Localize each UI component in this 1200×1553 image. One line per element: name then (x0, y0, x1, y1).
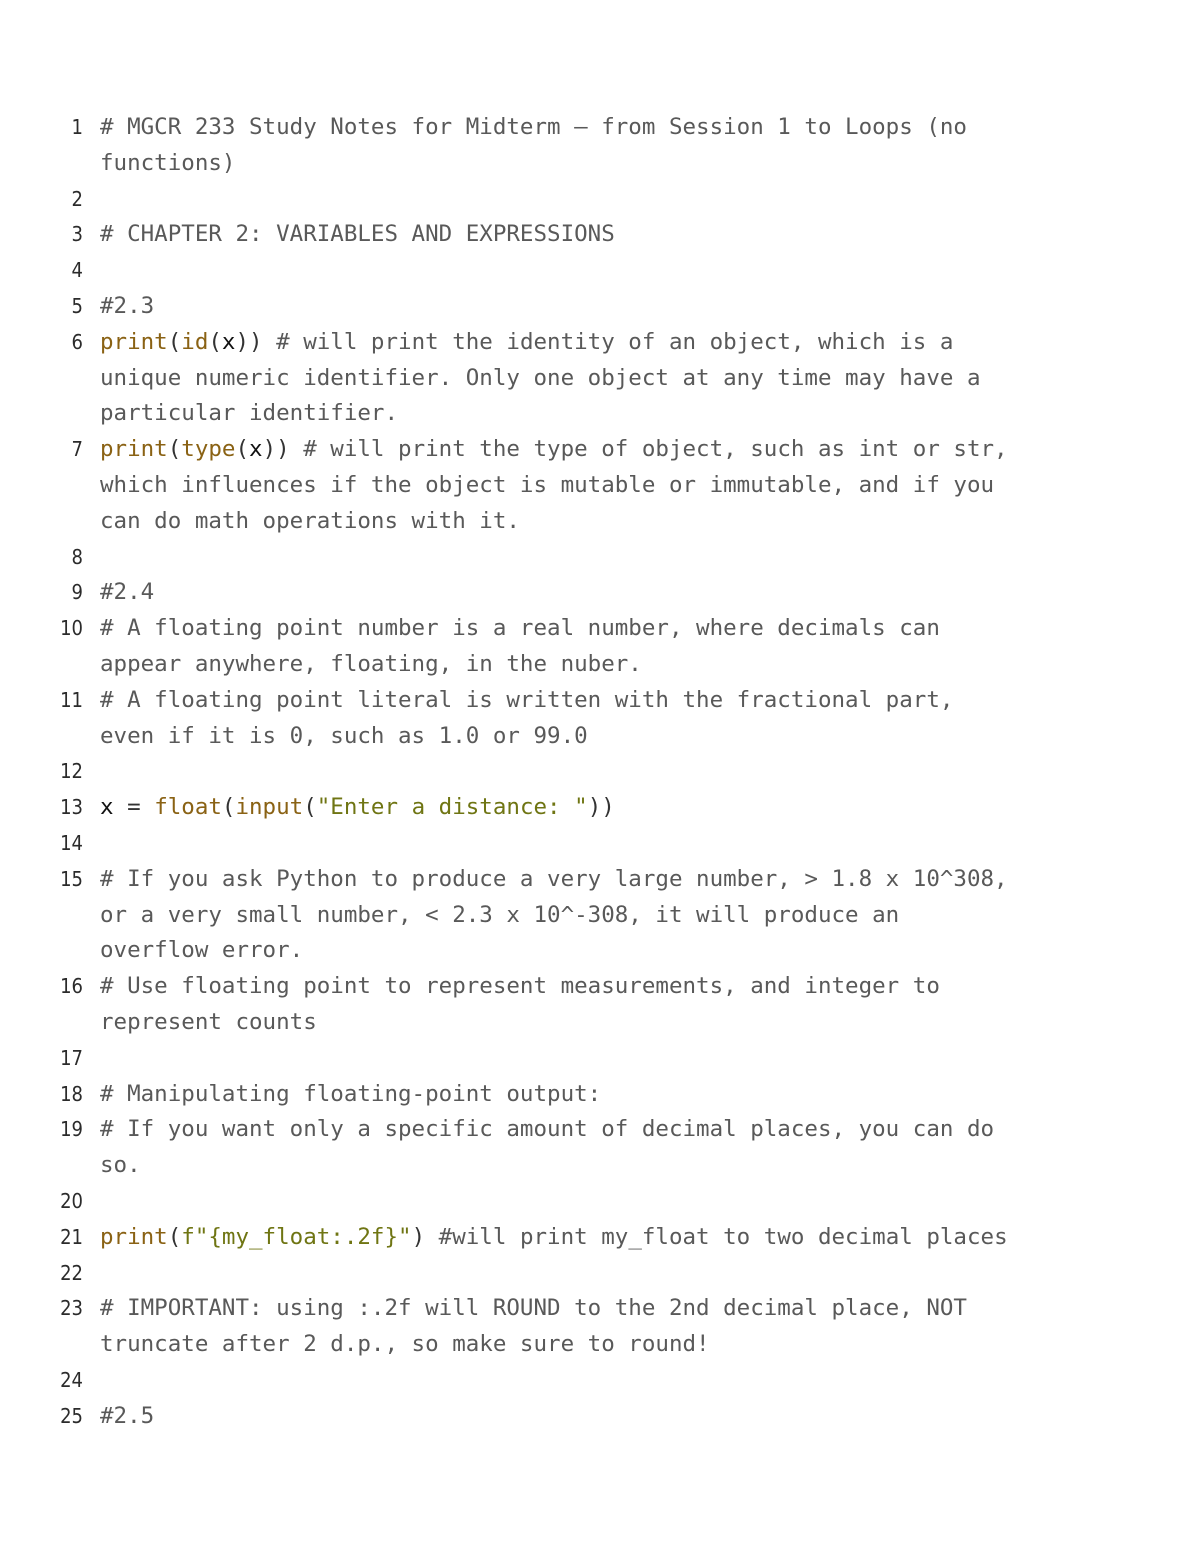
comment-text: #will print my_float to two decimal places (438, 1223, 1008, 1250)
code-line (0, 575, 1200, 611)
builtin-function: print (100, 328, 168, 355)
code-token: ( (167, 436, 182, 463)
comment-text: # A floating point number is a real number, where decimals can appear anywhere, floating, in the nuber. (100, 615, 940, 677)
code-line (0, 110, 1200, 182)
line-number: 15 (60, 866, 83, 891)
code-token: x (249, 436, 263, 463)
code-line (0, 540, 1200, 576)
line-text (100, 969, 1060, 1041)
line-number: 9 (71, 580, 83, 605)
line-number: 3 (71, 222, 83, 247)
code-token: ( (167, 328, 182, 355)
line-number: 1 (71, 115, 83, 139)
line-text (100, 182, 1060, 218)
code-line (0, 325, 1200, 432)
code-token: ( (221, 794, 236, 821)
builtin-function: input (235, 794, 304, 821)
line-text (100, 1399, 1060, 1435)
code-line (0, 826, 1200, 862)
code-token: ( (167, 1223, 182, 1250)
line-number: 5 (71, 293, 83, 318)
code-line (0, 790, 1200, 826)
line-number: 7 (71, 437, 83, 462)
code-token: ( (208, 328, 222, 355)
line-number: 12 (60, 759, 83, 784)
line-number: 16 (60, 974, 83, 999)
comment-text: # Manipulating floating-point output: (100, 1080, 602, 1107)
code-token: = (113, 794, 155, 821)
line-text (100, 289, 1060, 325)
code-line (0, 1363, 1200, 1399)
line-text (100, 754, 1060, 790)
comment-text: # MGCR 233 Study Notes for Midterm – from Session 1 to Loops (no functions) (100, 114, 967, 176)
builtin-function: print (100, 1223, 168, 1250)
builtin-function: print (100, 436, 168, 463)
comment-text: # will print the type of object, such as int or str, which influences if the object is mutable or immutable, and if you can do math operations with it. (100, 436, 1008, 534)
builtin-function: float (154, 794, 222, 821)
line-number: 21 (60, 1224, 83, 1249)
line-number: 4 (71, 258, 83, 283)
code-line (0, 253, 1200, 289)
comment-text: #2.4 (100, 579, 155, 606)
code-token: x (100, 794, 114, 821)
code-line (0, 289, 1200, 325)
line-text (100, 253, 1060, 289)
line-text (100, 540, 1060, 576)
comment-text: # Use floating point to represent measurements, and integer to represent counts (100, 973, 940, 1035)
builtin-function: id (181, 328, 209, 355)
comment-text: # will print the identity of an object, which is a unique numeric identifier. Only one object at any time may have a particular identifier. (100, 328, 981, 427)
line-text (100, 1112, 1060, 1184)
line-text (100, 432, 1060, 539)
code-token: ( (303, 794, 317, 821)
line-number: 8 (71, 544, 83, 569)
line-number: 20 (60, 1188, 83, 1213)
code-line (0, 611, 1200, 683)
code-line (0, 1291, 1200, 1363)
comment-text: # CHAPTER 2: VARIABLES AND EXPRESSIONS (100, 221, 615, 248)
line-number: 14 (60, 830, 83, 855)
comment-text: # A floating point literal is written with the fractional part, even if it is 0, such as 1.0 or 99.0 (100, 686, 954, 749)
line-text (100, 1363, 1060, 1399)
code-line (0, 683, 1200, 755)
line-text (100, 1291, 1060, 1363)
code-line (0, 1041, 1200, 1077)
code-line (0, 1399, 1200, 1435)
comment-text: #2.5 (100, 1402, 155, 1429)
line-text (100, 611, 1060, 683)
code-line (0, 182, 1200, 218)
code-line (0, 862, 1200, 969)
comment-text: #2.3 (100, 292, 155, 319)
line-text (100, 575, 1060, 611)
line-number: 2 (71, 186, 83, 211)
code-line (0, 1256, 1200, 1292)
code-line (0, 1220, 1200, 1256)
code-token: x (221, 328, 236, 355)
string-literal: f"{my_float:.2f}" (181, 1223, 412, 1250)
code-token: ( (235, 436, 250, 463)
line-number: 6 (71, 329, 83, 354)
line-number: 18 (60, 1081, 83, 1106)
line-text (100, 325, 1060, 432)
line-text (100, 826, 1060, 862)
line-text (100, 862, 1060, 969)
code-token: ) (411, 1223, 439, 1250)
line-text (100, 1184, 1060, 1220)
line-text (100, 217, 1060, 253)
code-line (0, 969, 1200, 1041)
line-number: 24 (60, 1367, 83, 1392)
line-text (100, 790, 1060, 826)
line-text (100, 1041, 1060, 1077)
line-number: 25 (60, 1403, 83, 1428)
string-literal: "Enter a distance: " (316, 794, 588, 821)
code-line (0, 1112, 1200, 1184)
code-line (0, 1077, 1200, 1113)
code-line (0, 217, 1200, 253)
code-token: )) (235, 328, 277, 355)
code-token: )) (587, 794, 615, 821)
line-text (100, 1077, 1060, 1113)
line-number: 11 (60, 687, 83, 712)
code-line (0, 754, 1200, 790)
code-token: )) (262, 436, 304, 463)
comment-text: # IMPORTANT: using :.2f will ROUND to the 2nd decimal place, NOT truncate after 2 d.p., so make sure to round! (100, 1295, 967, 1358)
line-number: 10 (60, 616, 83, 641)
line-number: 17 (60, 1045, 83, 1070)
comment-text: # If you want only a specific amount of decimal places, you can do so. (100, 1116, 995, 1179)
line-number: 23 (60, 1296, 83, 1321)
line-text (100, 110, 1060, 182)
line-text (100, 1256, 1060, 1292)
line-number: 19 (60, 1117, 83, 1142)
line-number: 13 (60, 795, 83, 820)
builtin-function: type (181, 436, 236, 463)
code-line (0, 1184, 1200, 1220)
comment-text: # If you ask Python to produce a very large number, > 1.8 x 10^308, or a very small number, < 2.3 x 10^-308, it will produce an overflow error. (100, 865, 1008, 964)
line-number: 22 (60, 1260, 83, 1285)
code-line (0, 432, 1200, 539)
code-listing (0, 110, 1200, 1434)
line-text (100, 1220, 1060, 1256)
line-text (100, 683, 1060, 755)
